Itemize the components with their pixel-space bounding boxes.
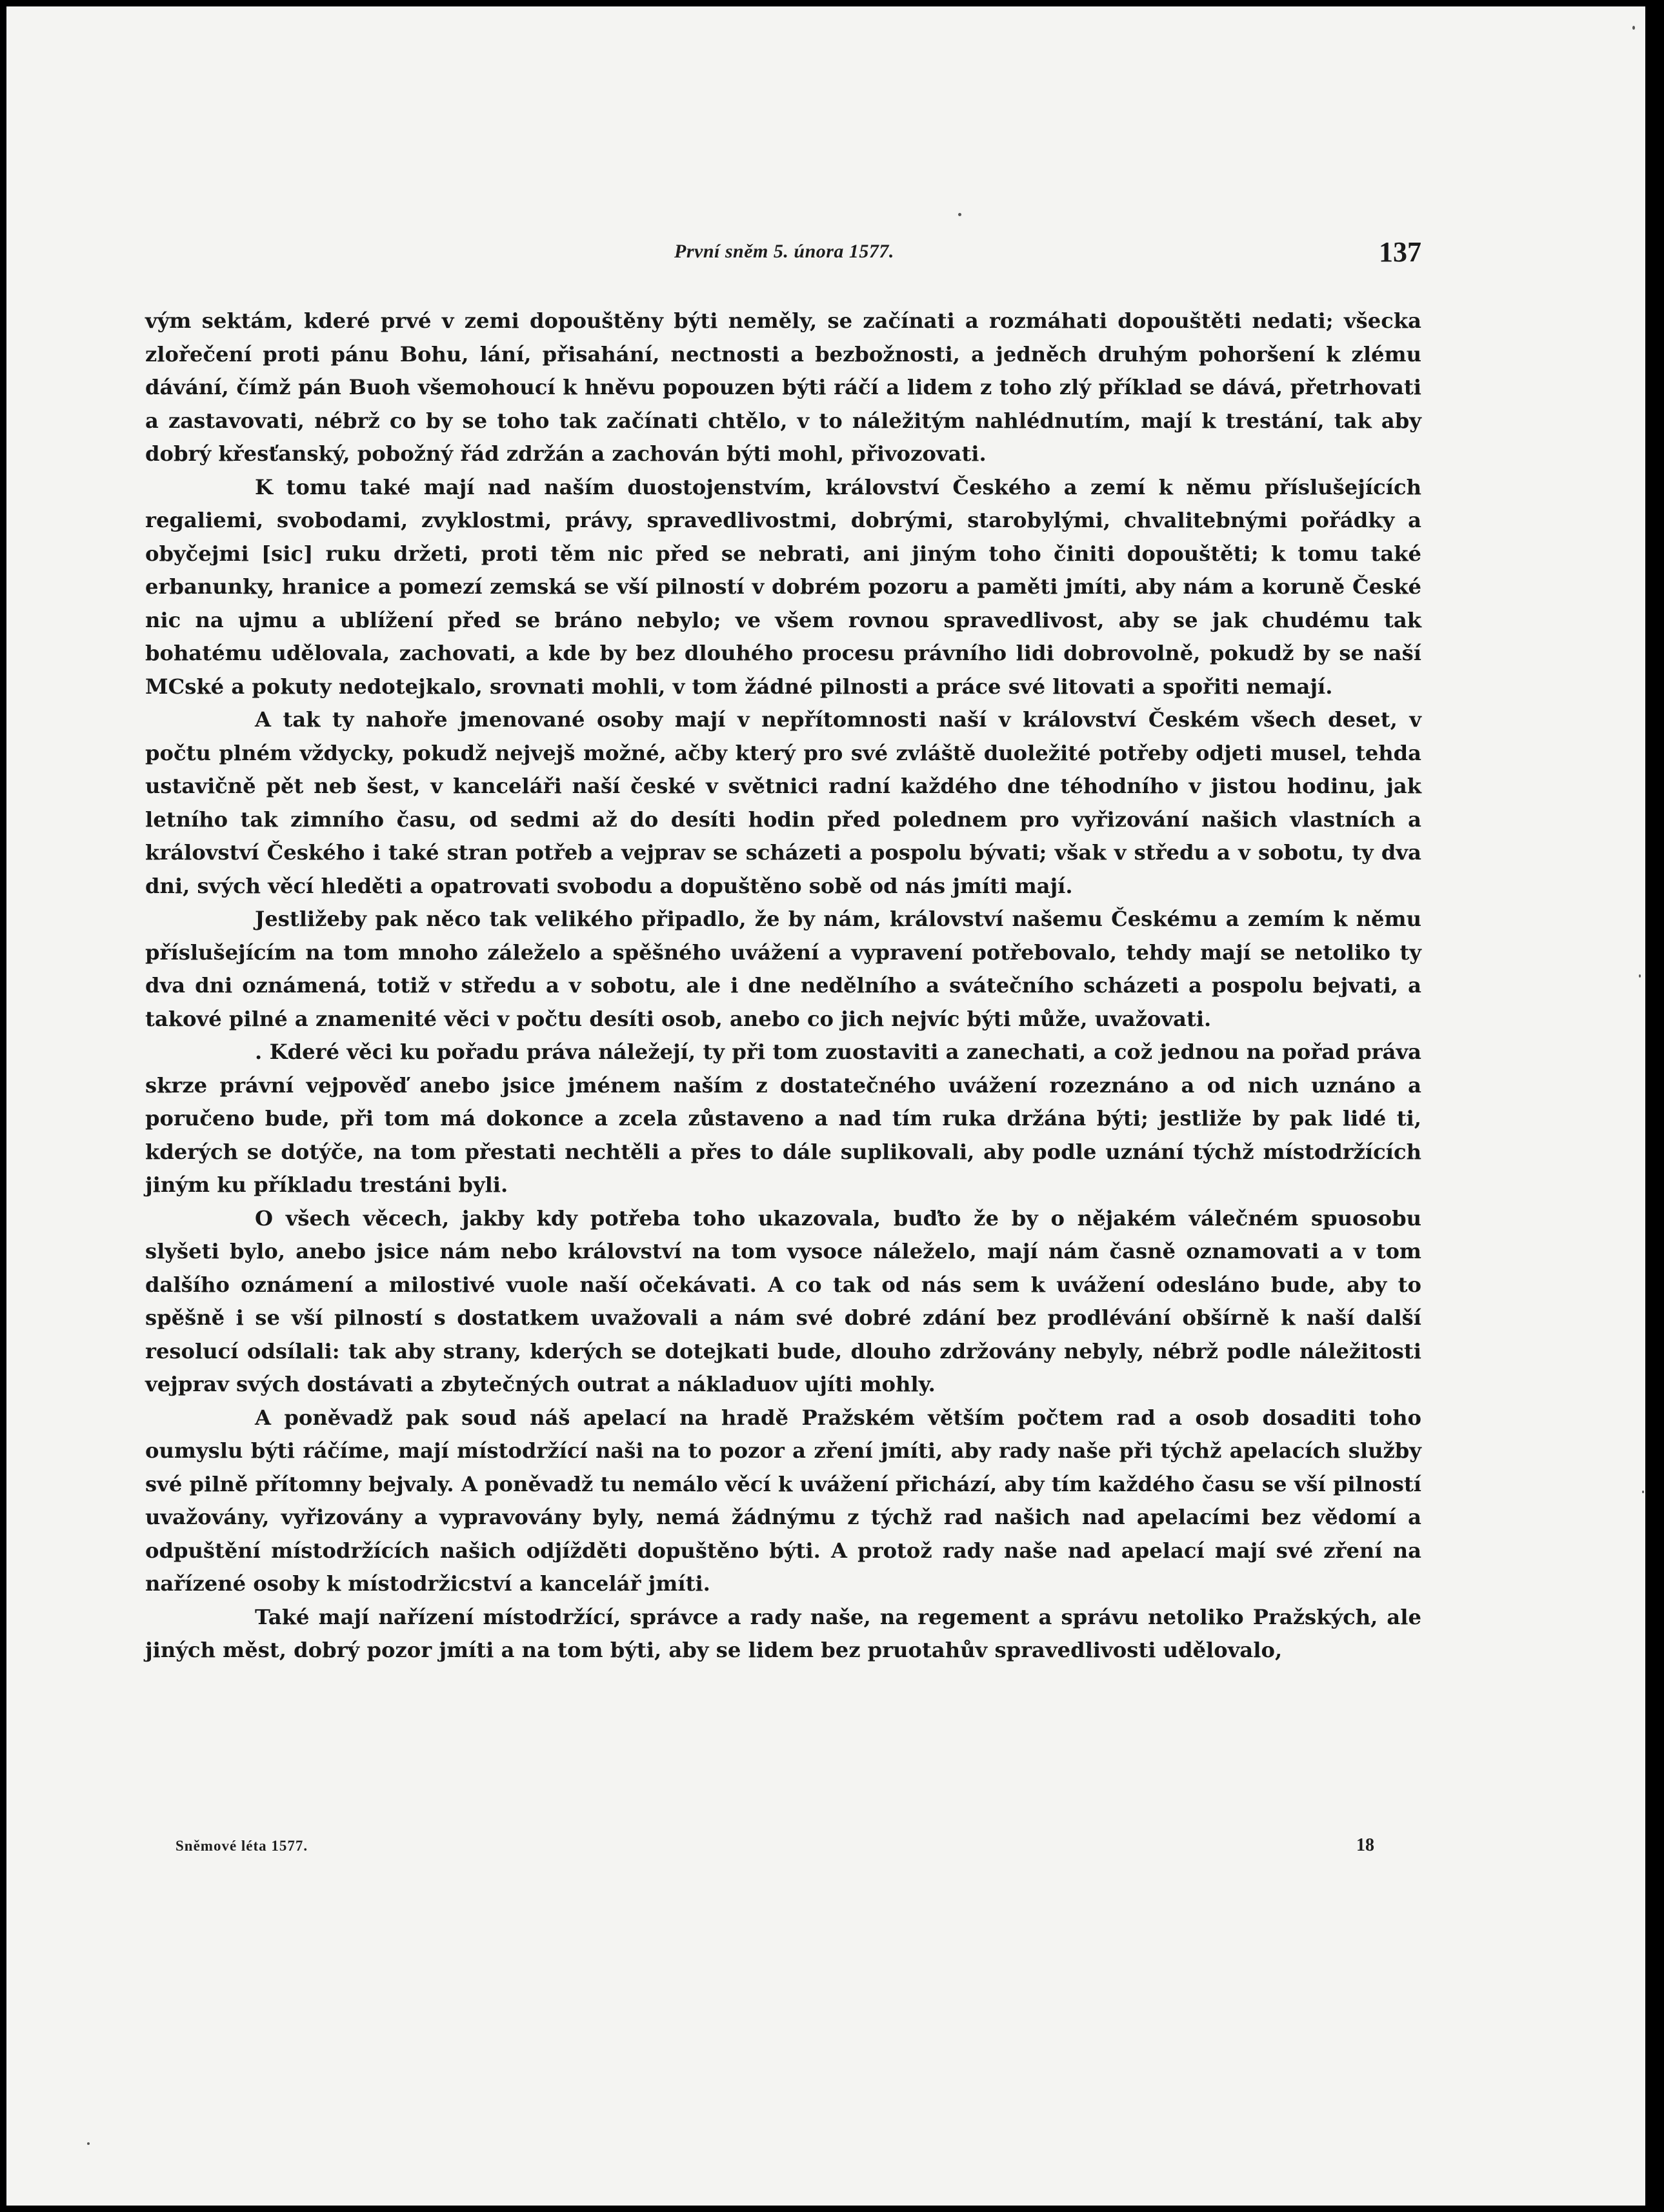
- paragraph: Také mají nařízení místodržící, správce a rady naše, na regement a správu netoliko Pražských, ale jiných měst, dobrý pozor jmíti a na tom býti, aby se lidem bez pruotahův spravedlivosti udělovalo,: [145, 1604, 1421, 1662]
- paragraph: A tak ty nahoře jmenované osoby mají v nepřítomnosti naší v království Českém všech deset, v počtu plném vždycky, pokudž nejvejš možné, ačby který pro své zvláště duoležité potřeby odjeti musel, tehda ustavičně pět neb šest, v kanceláři naší české v světnici radní každého dne téhodního v jistou hodinu, jak letního tak zimního času, od sedmi až do desíti hodin před polednem pro vyřizování našich vlastních a království Českého i také stran potřeb a vejprav se scházeti a pospolu bývati; však v středu a v sobotu, ty dva dni, svých věcí hleděti a opatrovati svobodu a dopuštěno sobě od nás jmíti mají.: [145, 707, 1421, 898]
- paragraph: K tomu také mají nad naším duostojenstvím, království Českého a zemí k němu příslušejících regaliemi, svobodami, zvyklostmi, právy, spravedlivostmi, dobrými, starobylými, chvalitebnými pořádky a obyčejmi [sic] ruku držeti, proti těm nic před se nebrati, ani jiným toho činiti dopouštěti; k tomu také erbanunky, hranice a pomezí zemská se vší pilností v dobrém pozoru a paměti jmíti, aby nám a koruně České nic na ujmu a ublížení před se bráno nebylo; ve všem rovnou spravedlivost, aby se jak chudému tak bohatému udělovala, zachovati, a kde by bez dlouhého procesu právního lidi dobrovolně, pokudž by se naší MCské a pokuty nedotejkalo, srovnati mohli, v tom žádné pilnosti a práce své litovati a spořiti nemají.: [145, 474, 1421, 699]
- page-footer: [175, 1835, 1374, 1864]
- scan-speck: [958, 213, 961, 216]
- paragraph: . Kderé věci ku pořadu práva náležejí, ty při tom zuostaviti a zanechati, a což jednou na pořad práva skrze právní vejpověď anebo jsice jménem naším z dostatečného uvážení rozeznáno a od nich uznáno a poručeno bude, při tom má dokonce a zcela zůstaveno a nad tím ruka držána býti; jestliže by pak lidé ti, kderých se dotýče, na tom přestati nechtěli a přes to dále suplikovali, aby podle uznání týchž místodržících jiným ku příkladu trestáni byli.: [145, 1040, 1421, 1197]
- document-page: [6, 6, 1645, 2206]
- signature-mark-right: 18: [1356, 1835, 1374, 1855]
- running-header: [147, 236, 1421, 274]
- body-text: [145, 305, 1421, 1667]
- scan-speck: [1642, 1491, 1644, 1493]
- scan-speck: [1639, 974, 1641, 978]
- paragraph: O všech věcech, jakby kdy potřeba toho ukazovala, buďto že by o nějakém válečném spuosobu slyšeti bylo, anebo jsice nám nebo království na tom vysoce náleželo, mají nám časně oznamovati a v tom dalšího oznámení a milostivé vuole naší očekávati. A co tak od nás sem k uvážení odesláno bude, aby to spěšně i se vší pilností s dostatkem uvažovali a nám své dobré zdání bez prodlévání obšírně k naší další resolucí odsílali: tak aby strany, kderých se dotejkati bude, dlouho zdržovány nebyly, nébrž podle náležitosti vejprav svých dostávati a zbytečných outrat a nákladuov ujíti mohly.: [145, 1205, 1421, 1396]
- paragraph: A poněvadž pak soud náš apelací na hradě Pražském větším počtem rad a osob dosaditi toho oumyslu býti ráčíme, mají místodržící naši na to pozor a zření jmíti, aby rady naše při týchž apelacích služby své pilně přítomny bejvaly. A poněvadž tu nemálo věcí k uvážení přichází, aby tím každého času se vší pilností uvažovány, vyřizovány a vypravovány byly, nemá žádnýmu z týchž rad našich nad apelacími bez vědomí a odpuštění místodržících našich odjížděti dopuštěno býti. A protož rady naše nad apelací mají své zření na nařízené osoby k místodržicství a kancelář jmíti.: [145, 1405, 1421, 1596]
- signature-mark-left: Sněmové léta 1577.: [175, 1838, 308, 1854]
- paragraph-continuation: vým sektám, kderé prvé v zemi dopouštěny býti neměly, se začínati a rozmáhati dopouštěti nedati; všecka zlořečení proti pánu Bohu, lání, přisahání, nectnosti a bezbožnosti, a jedněch druhým pohoršení k zlému dávání, čímž pán Buoh všemohoucí k hněvu popouzen býti ráčí a lidem z toho zlý příklad se dává, přetrhovati a zastavovati, nébrž co by se toho tak začínati chtělo, v to náležitým nahlédnutím, mají k trestání, tak aby dobrý křesťanský, pobožný řád zdržán a zachován býti mohl, přivozovati.: [145, 308, 1421, 466]
- running-title: První sněm 5. února 1577.: [674, 241, 894, 262]
- scan-speck: [1632, 26, 1635, 30]
- page-number: 137: [1379, 236, 1421, 268]
- paragraph: Jestližeby pak něco tak velikého připadlo, že by nám, království našemu Českému a zemím k němu příslušejícím na tom mnoho záleželo a spěšného uvážení a vypravení potřebovalo, tehdy mají se netoliko ty dva dni oznámená, totiž v středu a v sobotu, ale i dne nedělního a svátečního scházeti a pospolu bejvati, a takové pilné a znamenité věci v počtu desíti osob, anebo co jich nejvíc býti může, uvažovati.: [145, 907, 1421, 1031]
- scan-speck: [87, 2142, 90, 2145]
